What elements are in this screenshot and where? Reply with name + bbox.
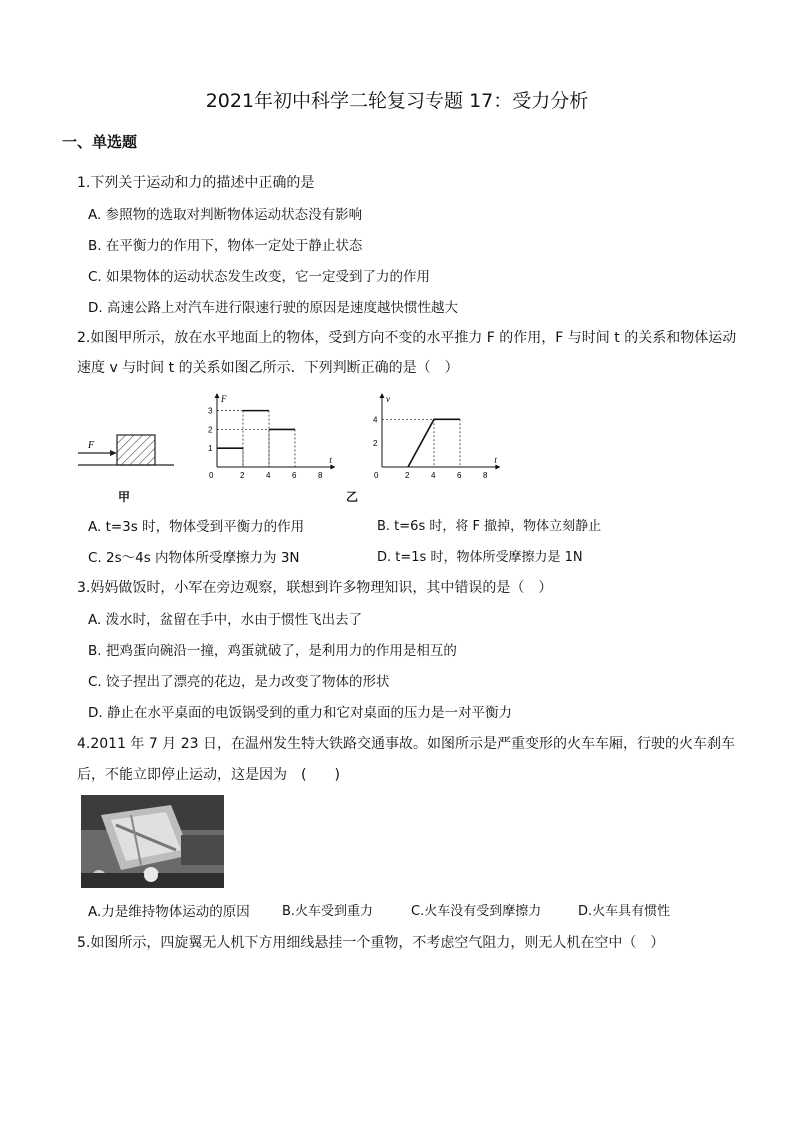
q3-option-d: D. 静止在水平桌面的电饭锅受到的重力和它对桌面的压力是一对平衡力 (88, 705, 512, 721)
y-axis-label: v (386, 394, 390, 404)
section-heading: 一、单选题 (62, 133, 138, 151)
y-tick-label: 1 (208, 444, 213, 454)
x-tick-label: 6 (292, 471, 297, 480)
figure-yi-label: 乙 (346, 490, 359, 504)
question-1-stem: 1.下列关于运动和力的描述中正确的是 (77, 175, 315, 191)
q4-option-c: C.火车没有受到摩擦力 (411, 904, 542, 919)
q4-option-a: A.力是维持物体运动的原因 (88, 904, 250, 920)
x-tick-label: 2 (405, 471, 410, 480)
figure-jia-block (76, 425, 176, 470)
question-2-stem-line1: 2.如图甲所示，放在水平地面上的物体，受到方向不变的水平推力 F 的作用，F 与时间 t 的关系和物体运动 (77, 330, 737, 346)
q4-option-b: B.火车受到重力 (282, 904, 374, 919)
y-axis-arrow (215, 393, 220, 398)
x-tick-label: 8 (483, 471, 488, 480)
q4-option-d: D.火车具有惯性 (578, 904, 671, 919)
x-axis-arrow (495, 465, 500, 470)
question-2-stem-line2: 速度 v 与时间 t 的关系如图乙所示．下列判断正确的是（ ） (77, 360, 459, 376)
question-4-stem-line1: 4.2011 年 7 月 23 日，在温州发生特大铁路交通事故。如图所示是严重变形的火车车厢，行驶的火车刹车 (77, 736, 735, 752)
q1-option-d: D. 高速公路上对汽车进行限速行驶的原因是速度越快惯性越大 (88, 300, 458, 316)
q2-option-a: A. t=3s 时，物体受到平衡力的作用 (88, 519, 305, 535)
y-tick-label: 2 (373, 439, 378, 449)
x-tick-label: 4 (431, 471, 436, 480)
figure-jia-label: 甲 (118, 490, 131, 504)
q2-option-d: D. t=1s 时，物体所受摩擦力是 1N (377, 550, 583, 565)
x-tick-label: 0 (209, 471, 214, 480)
q3-option-b: B. 把鸡蛋向碗沿一撞，鸡蛋就破了，是利用力的作用是相互的 (88, 643, 457, 659)
y-tick-label: 3 (208, 406, 213, 416)
page-title: 2021年初中科学二轮复习专题 17：受力分析 (205, 90, 589, 112)
q2-option-b: B. t=6s 时，将 F 撤掉，物体立刻静止 (377, 519, 602, 534)
y-axis-label: F (221, 394, 227, 404)
q1-option-c: C. 如果物体的运动状态发生改变，它一定受到了力的作用 (88, 269, 431, 285)
chart-f-vs-t (195, 392, 335, 482)
x-tick-label: 0 (374, 471, 379, 480)
x-tick-label: 6 (457, 471, 462, 480)
q3-option-c: C. 饺子捏出了漂亮的花边，是力改变了物体的形状 (88, 674, 390, 690)
x-tick-label: 4 (266, 471, 271, 480)
question-3-stem: 3.妈妈做饭时，小军在旁边观察，联想到许多物理知识，其中错误的是（ ） (77, 580, 553, 596)
q2-option-c: C. 2s～4s 内物体所受摩擦力为 3N (88, 550, 300, 566)
q1-option-b: B. 在平衡力的作用下，物体一定处于静止状态 (88, 238, 363, 254)
train-accident-photo (81, 795, 224, 888)
question-5-stem: 5.如图所示，四旋翼无人机下方用细线悬挂一个重物，不考虑空气阻力，则无人机在空中（ ） (77, 935, 665, 951)
y-axis-arrow (380, 393, 385, 398)
force-label: F (88, 440, 95, 451)
y-tick-label: 4 (373, 415, 378, 425)
x-axis-label: t (494, 455, 497, 465)
block-shape (117, 435, 155, 465)
x-tick-label: 2 (240, 471, 245, 480)
x-axis-label: t (329, 455, 332, 465)
x-axis-arrow (330, 465, 335, 470)
force-arrowhead (110, 450, 117, 456)
chart-v-vs-t (360, 392, 500, 482)
y-tick-label: 2 (208, 425, 213, 435)
q3-option-a: A. 泼水时，盆留在手中，水由于惯性飞出去了 (88, 612, 363, 628)
question-4-stem-line2: 后，不能立即停止运动，这是因为 ( ) (77, 767, 340, 783)
x-tick-label: 8 (318, 471, 323, 480)
q1-option-a: A. 参照物的选取对判断物体运动状态没有影响 (88, 207, 363, 223)
